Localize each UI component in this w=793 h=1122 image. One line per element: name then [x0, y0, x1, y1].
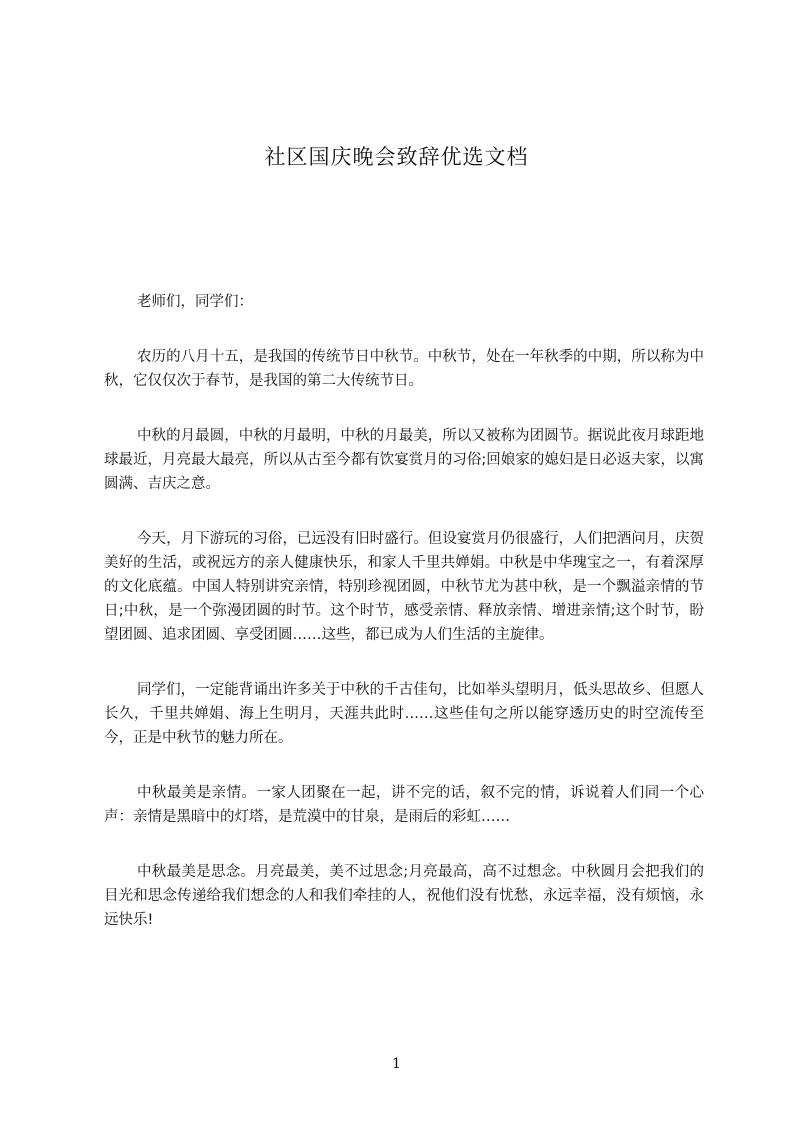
body-paragraph: 同学们，一定能背诵出许多关于中秋的千古佳句，比如举头望明月，低头思故乡、但愿人长久，千里共婵娟、海上生明月，天涯共此时……这些佳句之所以能穿透历史的时空流传至今，正是中秋节的魅力所在。	[104, 682, 704, 746]
greeting-paragraph: 老师们，同学们：	[137, 294, 253, 310]
body-paragraph: 中秋最美是亲情。一家人团聚在一起，讲不完的话，叙不完的情，诉说着人们同一个心声：亲情是黑暗中的灯塔，是荒漠中的甘泉，是雨后的彩虹……	[104, 785, 704, 825]
page-number: 1	[392, 1056, 401, 1072]
body-paragraph: 今天，月下游玩的习俗，已远没有旧时盛行。但设宴赏月仍很盛行，人们把酒问月，庆贺美好的生活，或祝远方的亲人健康快乐，和家人千里共婵娟。中秋是中华瑰宝之一，有着深厚的文化底蕴。中国人特别讲究亲情，特别珍视团圆，中秋节尤为甚中秋，是一个飘溢亲情的节日;中秋，是一个弥漫团圆的时节。这个时节，感受亲情、释放亲情、增进亲情;这个时节，盼望团圆、追求团圆、享受团圆……这些，都已成为人们生活的主旋律。	[104, 531, 704, 643]
document-title: 社区国庆晚会致辞优选文档	[264, 145, 529, 169]
body-paragraph: 农历的八月十五，是我国的传统节日中秋节。中秋节，处在一年秋季的中期，所以称为中秋，它仅仅次于春节，是我国的第二大传统节日。	[104, 349, 704, 389]
body-paragraph: 中秋的月最圆，中秋的月最明，中秋的月最美，所以又被称为团圆节。据说此夜月球距地球最近，月亮最大最亮，所以从古至今都有饮宴赏月的习俗;回娘家的媳妇是日必返夫家，以寓圆满、吉庆之意。	[104, 428, 704, 492]
body-paragraph: 中秋最美是思念。月亮最美，美不过思念;月亮最高，高不过想念。中秋圆月会把我们的目光和思念传递给我们想念的人和我们牵挂的人，祝他们没有忧愁，永远幸福，没有烦恼，永远快乐!	[104, 864, 704, 928]
document-body	[104, 290, 704, 963]
